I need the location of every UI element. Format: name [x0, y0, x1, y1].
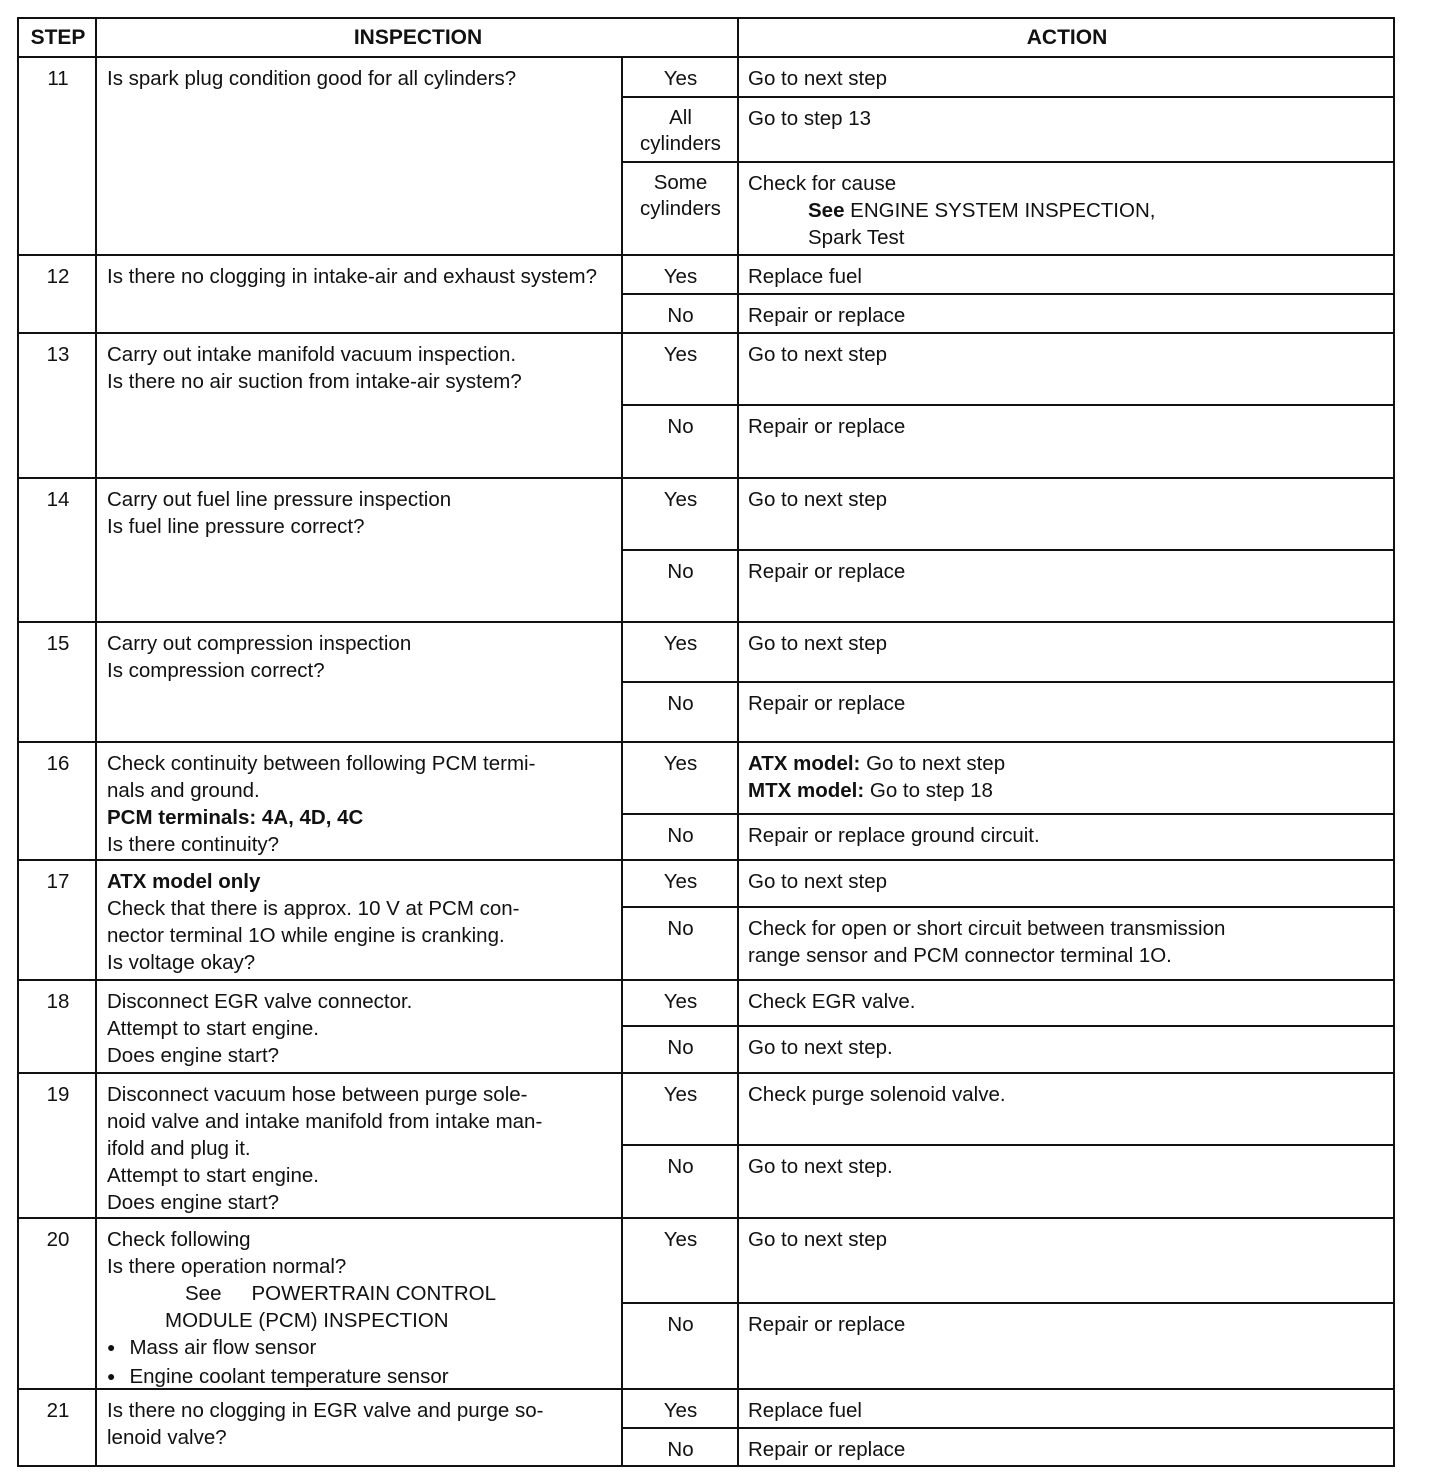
- action-text: [739, 294, 1395, 333]
- inspection-line: ifold and plug it.: [107, 1137, 251, 1160]
- action-text: [739, 980, 1395, 1026]
- answer-label: Yes: [663, 265, 698, 288]
- step-number: 14: [46, 488, 70, 511]
- answer-label: Yes: [663, 990, 698, 1013]
- action-text: [739, 478, 1395, 550]
- troubleshooting-table: [17, 17, 1395, 1467]
- inspection-line: Carry out compression inspection: [107, 632, 412, 655]
- answer-label: Yes: [663, 67, 698, 90]
- action-line: Go to step 13: [748, 107, 872, 130]
- inspection-line: lenoid valve?: [107, 1426, 227, 1449]
- action-line: Repair or replace: [748, 1438, 906, 1461]
- inspection-text: [97, 860, 622, 980]
- action-text: [739, 1303, 1395, 1389]
- answer-label: No: [667, 560, 694, 583]
- action-text: [739, 550, 1395, 622]
- action-value: Go to step 18: [864, 779, 993, 802]
- inspection-line: ATX model only: [107, 870, 261, 893]
- step-number: 12: [46, 265, 70, 288]
- answer-label: No: [667, 415, 694, 438]
- see-reference: [107, 1280, 612, 1307]
- header-action: ACTION: [1026, 26, 1108, 49]
- action-line: Go to next step.: [748, 1155, 893, 1178]
- inspection-line: See: [185, 1282, 222, 1305]
- action-line: Check EGR valve.: [748, 990, 916, 1013]
- action-text: [739, 1073, 1395, 1145]
- action-text: [739, 405, 1395, 478]
- inspection-text: [97, 1218, 622, 1389]
- see-target: ENGINE SYSTEM INSPECTION,: [850, 199, 1156, 222]
- answer-label: Yes: [663, 632, 698, 655]
- action-line: Check for cause: [748, 172, 897, 195]
- inspection-line: noid valve and intake manifold from intake man-: [107, 1110, 543, 1133]
- action-line: Go to next step.: [748, 1036, 893, 1059]
- inspection-line: Disconnect vacuum hose between purge sole-: [107, 1083, 528, 1106]
- action-line: [748, 777, 1385, 804]
- inspection-text: [97, 478, 622, 622]
- action-line: Repair or replace: [748, 1313, 906, 1336]
- answer-label: No: [667, 1313, 694, 1336]
- inspection-line: Attempt to start engine.: [107, 1164, 319, 1187]
- action-text: [739, 57, 1395, 97]
- header-inspection: INSPECTION: [353, 26, 483, 49]
- inspection-text: [97, 57, 622, 255]
- inspection-line: Is spark plug condition good for all cylinders?: [107, 67, 517, 90]
- action-text: [739, 1145, 1395, 1218]
- inspection-line: Disconnect EGR valve connector.: [107, 990, 413, 1013]
- action-line: range sensor and PCM connector terminal 1O.: [748, 944, 1172, 967]
- inspection-line: nals and ground.: [107, 779, 260, 802]
- model-label: MTX model:: [748, 779, 865, 802]
- action-line: Replace fuel: [748, 1399, 862, 1422]
- inspection-line: Is compression correct?: [107, 659, 325, 682]
- model-label: ATX model:: [748, 752, 861, 775]
- inspection-text: [97, 1389, 622, 1467]
- action-line: Spark Test: [808, 226, 905, 249]
- answer-label: Yes: [663, 488, 698, 511]
- action-line: [748, 197, 1385, 224]
- answer-label: No: [667, 304, 694, 327]
- inspection-line: Attempt to start engine.: [107, 1017, 319, 1040]
- see-label: See: [808, 199, 851, 222]
- action-text: [739, 255, 1395, 294]
- inspection-text: [97, 333, 622, 478]
- inspection-text: [97, 622, 622, 742]
- inspection-line: Carry out fuel line pressure inspection: [107, 488, 452, 511]
- action-text: [739, 162, 1395, 255]
- action-text: [739, 860, 1395, 907]
- answer-label: Some cylinders: [640, 171, 721, 220]
- inspection-line: Is there no air suction from intake-air system?: [107, 370, 522, 393]
- inspection-line: Check that there is approx. 10 V at PCM con-: [107, 897, 520, 920]
- step-number: 17: [46, 870, 70, 893]
- answer-label: No: [667, 824, 694, 847]
- action-line: Repair or replace ground circuit.: [748, 824, 1040, 847]
- action-line: Replace fuel: [748, 265, 862, 288]
- inspection-line: Is there continuity?: [107, 833, 280, 856]
- action-line: [748, 750, 1385, 777]
- step-number: 18: [46, 990, 70, 1013]
- inspection-line: Is there no clogging in intake-air and exhaust system?: [107, 265, 597, 288]
- action-line: Repair or replace: [748, 304, 906, 327]
- answer-label: Yes: [663, 1228, 698, 1251]
- answer-label: Yes: [663, 343, 698, 366]
- action-line: Go to next step: [748, 870, 888, 893]
- action-line: Repair or replace: [748, 415, 906, 438]
- action-text: [739, 333, 1395, 405]
- answer-label: Yes: [663, 1083, 698, 1106]
- answer-label: No: [667, 1036, 694, 1059]
- answer-label: No: [667, 917, 694, 940]
- inspection-text: [97, 980, 622, 1073]
- action-line: Go to next step: [748, 488, 888, 511]
- action-text: [739, 682, 1395, 742]
- inspection-line: Check following: [107, 1228, 251, 1251]
- action-line: Go to next step: [748, 1228, 888, 1251]
- action-line: Check for open or short circuit between transmission: [748, 917, 1226, 940]
- step-number: 21: [46, 1399, 70, 1422]
- inspection-line: Is fuel line pressure correct?: [107, 515, 365, 538]
- action-text: [739, 1218, 1395, 1303]
- inspection-line: Does engine start?: [107, 1191, 280, 1214]
- answer-label: Yes: [663, 752, 698, 775]
- answer-label: No: [667, 1438, 694, 1461]
- action-line: Repair or replace: [748, 560, 906, 583]
- action-line: Go to next step: [748, 632, 888, 655]
- inspection-text: [97, 255, 622, 333]
- answer-label: All cylinders: [640, 106, 721, 155]
- answer-label: Yes: [663, 870, 698, 893]
- inspection-line: Is there no clogging in EGR valve and purge so-: [107, 1399, 544, 1422]
- inspection-line: Is there operation normal?: [107, 1255, 347, 1278]
- action-text: [739, 97, 1395, 162]
- inspection-line: POWERTRAIN CONTROL: [251, 1282, 496, 1305]
- step-number: 19: [46, 1083, 70, 1106]
- action-line: Repair or replace: [748, 692, 906, 715]
- action-text: [739, 622, 1395, 682]
- header-step: STEP: [30, 26, 86, 49]
- inspection-line: PCM terminals: 4A, 4D, 4C: [107, 806, 364, 829]
- action-text: [739, 1026, 1395, 1073]
- inspection-text: [97, 742, 622, 860]
- step-number: 11: [47, 67, 69, 90]
- step-number: 15: [46, 632, 70, 655]
- bullet-item: ● Engine coolant temperature sensor: [107, 1363, 612, 1392]
- inspection-line: MODULE (PCM) INSPECTION: [165, 1309, 449, 1332]
- action-text: [739, 1389, 1395, 1428]
- answer-label: No: [667, 692, 694, 715]
- action-value: Go to next step: [860, 752, 1006, 775]
- action-line: Check purge solenoid valve.: [748, 1083, 1006, 1106]
- inspection-line: Is voltage okay?: [107, 951, 256, 974]
- answer-label: Yes: [663, 1399, 698, 1422]
- action-text: [739, 742, 1395, 814]
- step-number: 13: [46, 343, 70, 366]
- action-text: [739, 814, 1395, 860]
- step-number: 16: [46, 752, 70, 775]
- action-text: [739, 907, 1395, 980]
- action-line: Go to next step: [748, 67, 888, 90]
- action-line: Go to next step: [748, 343, 888, 366]
- inspection-line: nector terminal 1O while engine is cranking.: [107, 924, 505, 947]
- inspection-line: Carry out intake manifold vacuum inspection.: [107, 343, 517, 366]
- inspection-line: Check continuity between following PCM termi-: [107, 752, 536, 775]
- bullet-item: ● Mass air flow sensor: [107, 1334, 612, 1363]
- step-number: 20: [46, 1228, 70, 1251]
- answer-label: No: [667, 1155, 694, 1178]
- inspection-line: Does engine start?: [107, 1044, 280, 1067]
- inspection-text: [97, 1073, 622, 1218]
- action-text: [739, 1428, 1395, 1467]
